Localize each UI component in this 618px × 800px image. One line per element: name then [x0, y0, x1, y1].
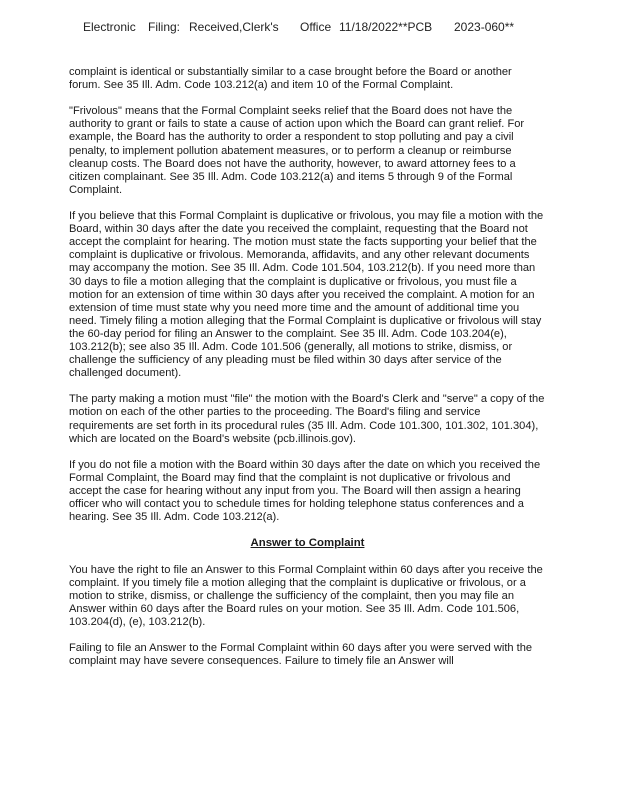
- stamp-docket: 2023-060**: [454, 20, 515, 34]
- paragraph-failure-to-answer: Failing to file an Answer to the Formal Complaint within 60 days after you were served with the complaint may have severe consequences. Failure to timely file an Answer will: [69, 642, 533, 668]
- paragraph-duplicative-continued: complaint is identical or substantially similar to a case brought before the Board or another forum. See 35 Ill. Adm. Code 103.212(a) and item 10 of the Formal Complaint.: [69, 66, 512, 92]
- stamp-office: Office: [300, 20, 332, 34]
- paragraph-motion-filing: If you believe that this Formal Complaint is duplicative or frivolous, you may file a motion with the Board, within 30 days after the date you received the complaint, requesting that the Board not accept the complaint for hearing. The motion must state the facts supporting your belief that the complaint is duplicative or frivolous. Memoranda, affidavits, and any other relevant documents may accompany the motion. See 35 Ill. Adm. Code 101.504, 103.212(b). If you need more than 30 days to file a motion alleging that the complaint is duplicative or frivolous, you must file a motion for an extension of time within 30 days after you received the complaint. A motion for an extension of time must state why you need more time and the amount of additional time you need. Timely filing a motion alleging that the Formal Complaint is duplicative or frivolous will stay the 60-day period for filing an Answer to the complaint. See 35 Ill. Adm. Code 103.204(e), 103.212(b); see also 35 Ill. Adm. Code 101.506 (generally, all motions to strike, dismiss, or challenge the sufficiency of any pleading must be filed within 30 days after service of the challenged document).: [69, 210, 544, 380]
- paragraph-no-motion-consequence: If you do not file a motion with the Board within 30 days after the date on which you received the Formal Complaint, the Board may find that the complaint is not duplicative or frivolous and accept the case for hearing without any input from you. The Board will then assign a hearing officer who will contact you to schedule times for holding telephone status conferences and a hearing. See 35 Ill. Adm. Code 103.212(a).: [69, 458, 541, 524]
- section-heading-answer: Answer to Complaint: [250, 537, 365, 550]
- paragraph-frivolous-definition: "Frivolous" means that the Formal Complaint seeks relief that the Board does not have the authority to grant or fails to state a cause of action upon which the Board can grant relief. For example, the Board has the authority to order a respondent to stop polluting and pay a civil penalty, to implement pollution abatement measures, or to perform a cleanup or reimburse cleanup costs. The Board does not have the authority, however, to award attorney fees to a citizen complainant. See 35 Ill. Adm. Code 103.212(a) and items 5 through 9 of the Formal Complaint.: [69, 105, 525, 196]
- stamp-electronic: Electronic: [83, 20, 136, 34]
- paragraph-right-to-answer: You have the right to file an Answer to this Formal Complaint within 60 days after you receive the complaint. If you timely file a motion alleging that the complaint is duplicative or frivolous, or a motion to strike, dismiss, or challenge the sufficiency of the complaint, then you may file an Answer within 60 days after the Board rules on your motion. See 35 Ill. Adm. Code 101.506, 103.204(d), (e), 103.212(b).: [69, 563, 543, 628]
- paragraph-service-requirements: The party making a motion must "file" the motion with the Board's Clerk and "serve" a copy of the motion on each of the other parties to the proceeding. The Board's filing and service requirements are set forth in its procedural rules (35 Ill. Adm. Code 101.300, 101.302, 101.304), which are located on the Board's website (pcb.illinois.gov).: [69, 393, 545, 445]
- stamp-date: 11/18/2022**PCB: [339, 20, 433, 34]
- document-body: [69, 66, 546, 668]
- stamp-filing: Filing:: [148, 20, 181, 34]
- filing-stamp-header: [0, 20, 618, 36]
- stamp-received: Received,Clerk's: [189, 20, 279, 34]
